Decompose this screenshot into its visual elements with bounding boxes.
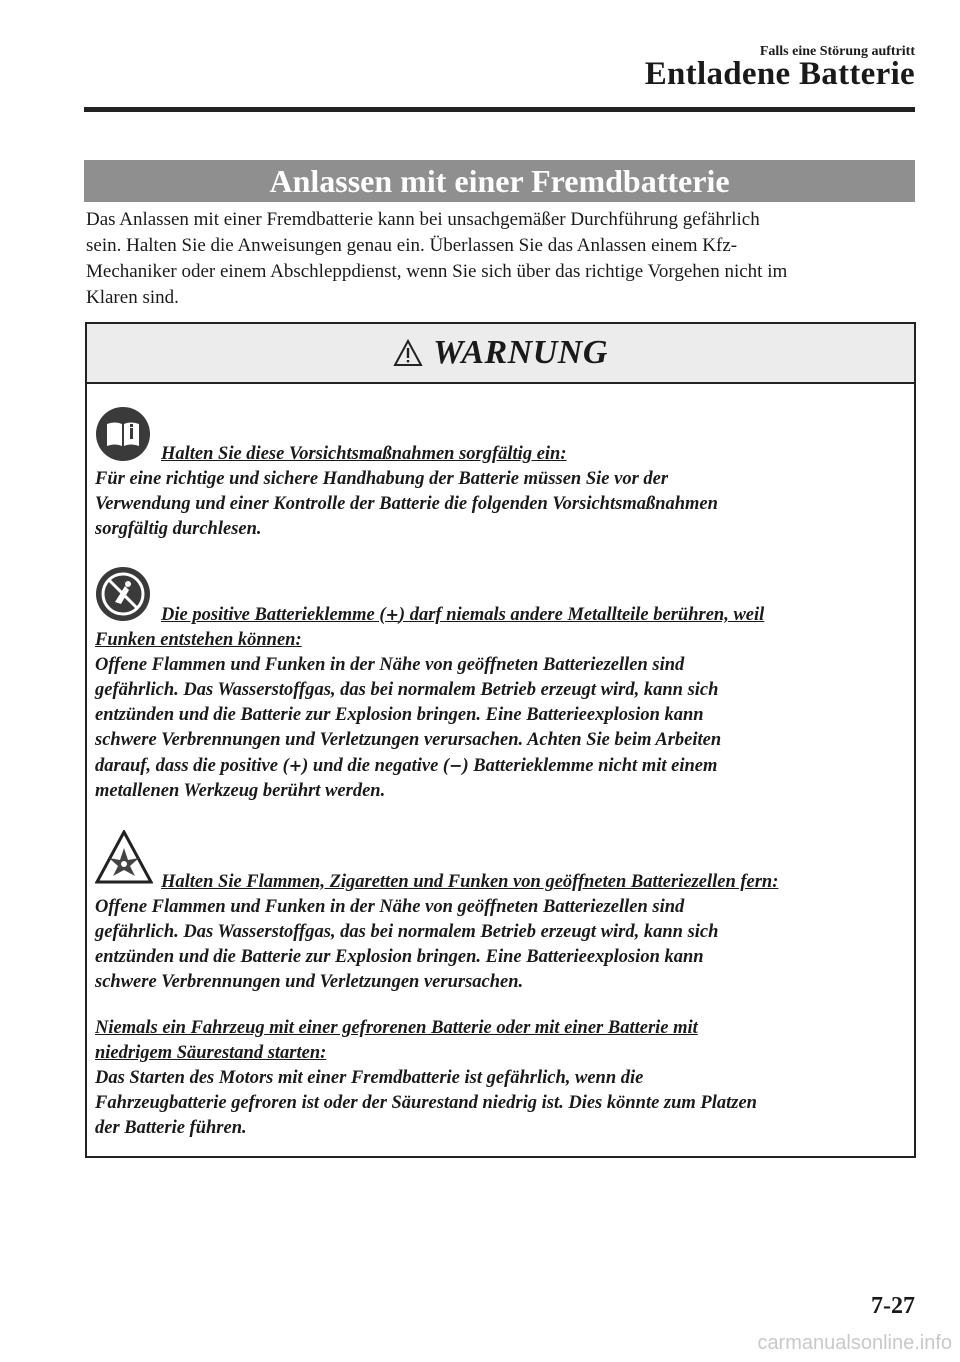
item-text: gefährlich. Das Wasserstoffgas, das bei normalem Betrieb erzeugt wird, kann sich bbox=[95, 922, 719, 942]
page-number: 7-27 bbox=[871, 1293, 915, 1319]
item-heading: Niemals ein Fahrzeug mit einer gefrorenen Batterie oder mit einer Batterie mit bbox=[95, 1018, 698, 1038]
header-divider bbox=[84, 107, 915, 112]
intro-line: Klaren sind. bbox=[86, 287, 179, 308]
plus-symbol: + bbox=[288, 756, 303, 775]
item-text: sorgfältig durchlesen. bbox=[95, 519, 262, 539]
chapter-title: Falls eine Störung auftritt bbox=[759, 44, 915, 59]
warning-item-4 bbox=[95, 1016, 910, 1141]
warning-box bbox=[85, 322, 916, 1158]
item-text: der Batterie führen. bbox=[95, 1118, 247, 1138]
item-heading: Die positive Batterieklemme (+) darf niemals andere Metallteile berühren, weil bbox=[161, 605, 765, 625]
warning-triangle-icon bbox=[393, 339, 423, 367]
item-heading: Halten Sie Flammen, Zigaretten und Funken von geöffneten Batteriezellen fern: bbox=[161, 872, 779, 892]
warning-title: WARNUNG bbox=[433, 334, 608, 371]
minus-symbol: − bbox=[449, 756, 463, 775]
item-text: Verwendung und einer Kontrolle der Batterie die folgenden Vorsichtsmaßnahmen bbox=[95, 494, 718, 514]
item-text: Offene Flammen und Funken in der Nähe von geöffneten Batteriezellen sind bbox=[95, 655, 685, 675]
warning-item-3 bbox=[95, 870, 910, 995]
item-text: entzünden und die Batterie zur Explosion bringen. Eine Batterieexplosion kann bbox=[95, 947, 704, 967]
item-heading-cont: niedrigem Säurestand starten: bbox=[95, 1043, 327, 1063]
item-heading-cont: Funken entstehen können: bbox=[95, 630, 302, 650]
warning-header bbox=[87, 324, 914, 384]
warning-item-1 bbox=[95, 442, 910, 542]
page-title: Entladene Batterie bbox=[644, 56, 915, 92]
item-text: Für eine richtige und sichere Handhabung der Batterie müssen Sie vor der bbox=[95, 469, 669, 489]
item-text: metallenen Werkzeug berührt werden. bbox=[95, 781, 386, 801]
item-heading: Halten Sie diese Vorsichtsmaßnahmen sorgfältig ein: bbox=[161, 444, 567, 464]
item-text: schwere Verbrennungen und Verletzungen verursachen. Achten Sie beim Arbeiten bbox=[95, 730, 722, 750]
item-text: gefährlich. Das Wasserstoffgas, das bei normalem Betrieb erzeugt wird, kann sich bbox=[95, 680, 719, 700]
item-text: Fahrzeugbatterie gefroren ist oder der Säurestand niedrig ist. Dies könnte zum Platzen bbox=[95, 1093, 757, 1113]
item-text: schwere Verbrennungen und Verletzungen verursachen. bbox=[95, 972, 524, 992]
item-text: entzünden und die Batterie zur Explosion bringen. Eine Batterieexplosion kann bbox=[95, 705, 704, 725]
watermark: carmanualsonline.info bbox=[757, 1332, 952, 1354]
item-text: Offene Flammen und Funken in der Nähe von geöffneten Batteriezellen sind bbox=[95, 897, 685, 917]
intro-paragraph bbox=[86, 207, 916, 311]
intro-line: Mechaniker oder einem Abschleppdienst, wenn Sie sich über das richtige Vorgehen nicht im bbox=[86, 261, 788, 282]
item-text: Das Starten des Motors mit einer Fremdbatterie ist gefährlich, wenn die bbox=[95, 1068, 644, 1088]
section-heading: Anlassen mit einer Fremdbatterie bbox=[84, 160, 915, 202]
item-text: darauf, dass die positive (+) und die negative (−) Batterieklemme nicht mit einem bbox=[95, 756, 718, 776]
intro-line: sein. Halten Sie die Anweisungen genau ein. Überlassen Sie das Anlassen einem Kfz- bbox=[86, 235, 738, 256]
intro-line: Das Anlassen mit einer Fremdbatterie kann bei unsachgemäßer Durchführung gefährlich bbox=[86, 209, 760, 230]
warning-item-2 bbox=[95, 602, 910, 804]
plus-symbol: + bbox=[385, 605, 399, 624]
